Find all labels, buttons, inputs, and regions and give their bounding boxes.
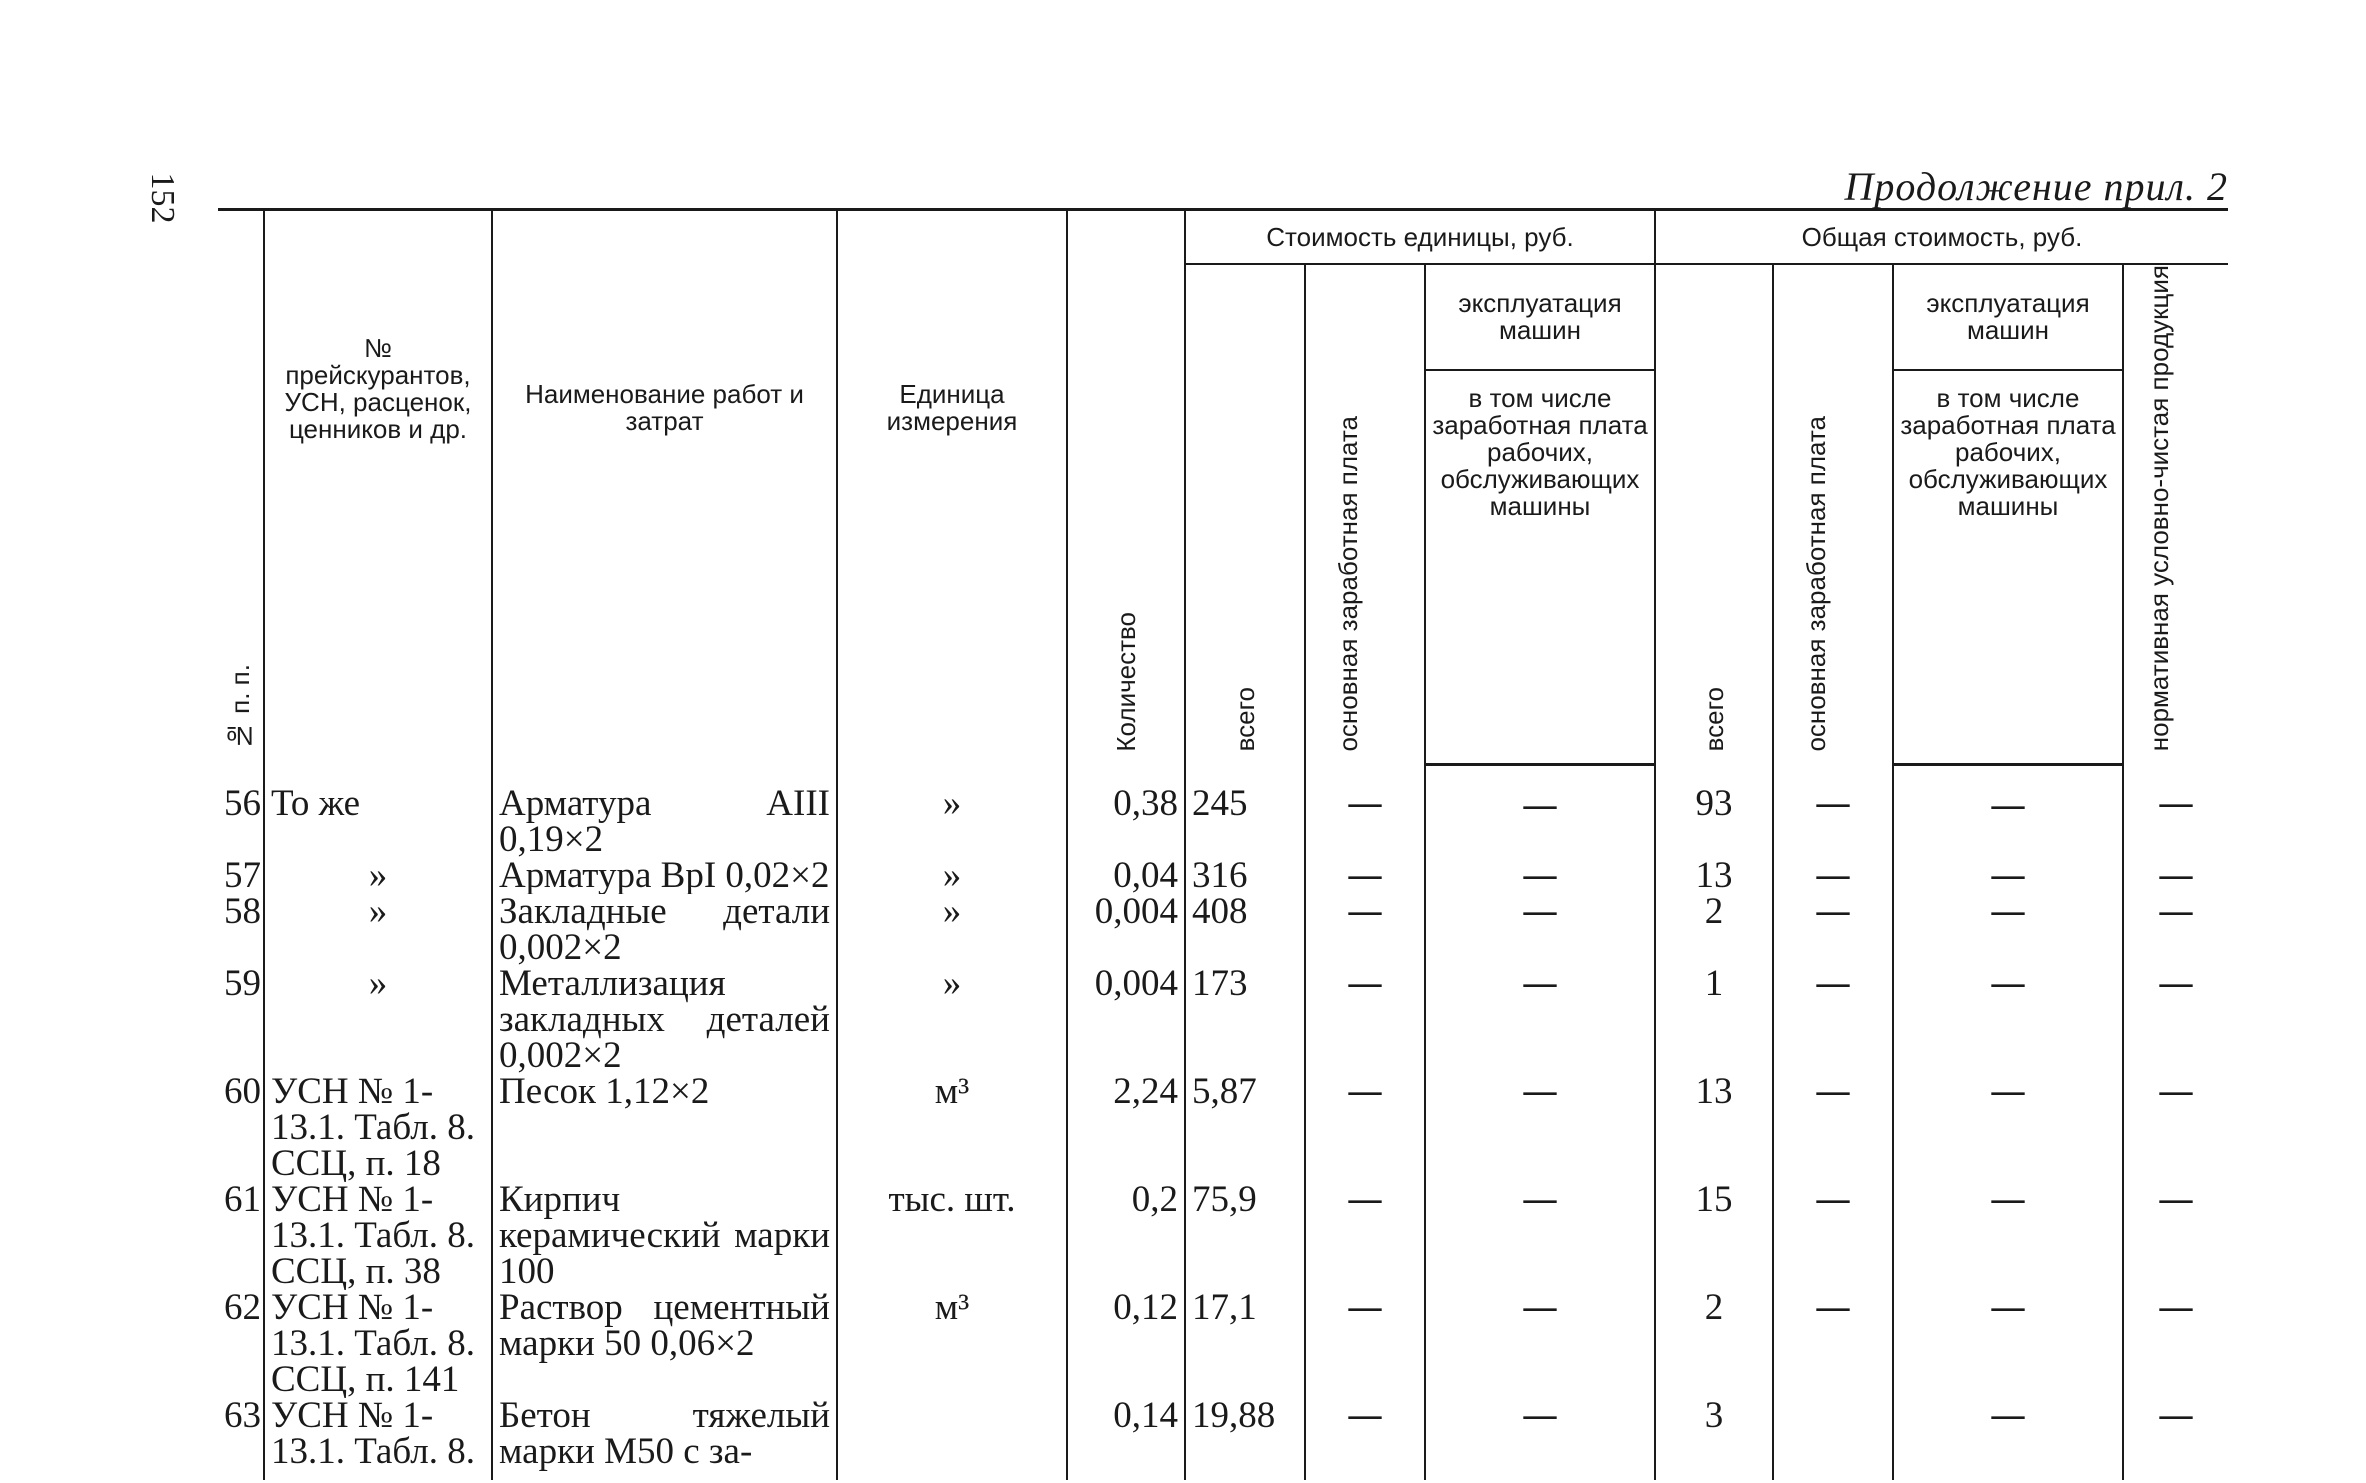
- row-unit-machines: —: [1425, 1290, 1655, 1398]
- row-normative: —: [2123, 1398, 2228, 1480]
- row-unit-wage: —: [1305, 858, 1425, 894]
- header-total-base-wage: основная заработная плата: [1773, 264, 1893, 764]
- row-total-wage: —: [1773, 1290, 1893, 1398]
- row-name: Закладные детали 0,002×2: [492, 894, 837, 966]
- header-unit-machines: эксплуатация машин: [1425, 264, 1655, 370]
- row-total: 2: [1655, 894, 1773, 966]
- row-unit: »: [837, 858, 1067, 894]
- header-num: № п. п.: [218, 210, 264, 765]
- row-total-wage: —: [1773, 764, 1893, 858]
- row-num: 58: [218, 894, 264, 966]
- row-unit-wage: —: [1305, 894, 1425, 966]
- row-unit-total: 17,1: [1185, 1290, 1305, 1398]
- row-total-wage: —: [1773, 966, 1893, 1074]
- row-unit-wage: —: [1305, 1398, 1425, 1480]
- row-num: 59: [218, 966, 264, 1074]
- page-number: 152: [144, 172, 181, 224]
- row-name: Песок 1,12×2: [492, 1074, 837, 1182]
- row-unit-machines: —: [1425, 858, 1655, 894]
- row-total-machines: —: [1893, 1074, 2123, 1182]
- row-total-wage: —: [1773, 858, 1893, 894]
- row-unit-machines: —: [1425, 966, 1655, 1074]
- header-unit-total: всего: [1185, 264, 1305, 764]
- table-row: [218, 1290, 2228, 1398]
- row-ref: УСН № 1-13.1. Табл. 8. ССЦ, п. 141: [264, 1290, 492, 1398]
- row-unit-machines: —: [1425, 894, 1655, 966]
- row-unit-machines: —: [1425, 1182, 1655, 1290]
- row-ref: »: [264, 858, 492, 894]
- row-normative: —: [2123, 1182, 2228, 1290]
- row-total-machines: —: [1893, 894, 2123, 966]
- row-qty: 2,24: [1067, 1074, 1185, 1182]
- row-name: Арматура ВрI 0,02×2: [492, 858, 837, 894]
- header-name: Наименование работ и затрат: [492, 210, 837, 765]
- row-total-machines: —: [1893, 966, 2123, 1074]
- row-normative: —: [2123, 894, 2228, 966]
- row-ref: То же: [264, 764, 492, 858]
- row-ref: УСН № 1-13.1. Табл. 8. ССЦ, п. 38: [264, 1182, 492, 1290]
- row-unit-wage: —: [1305, 1074, 1425, 1182]
- row-normative: —: [2123, 1290, 2228, 1398]
- row-name: Металлизация закладных деталей 0,002×2: [492, 966, 837, 1074]
- row-unit-wage: —: [1305, 1290, 1425, 1398]
- row-unit-total: 408: [1185, 894, 1305, 966]
- row-ref: УСН № 1-13.1. Табл. 8.: [264, 1398, 492, 1480]
- row-num: 60: [218, 1074, 264, 1182]
- table-row: [218, 1398, 2228, 1480]
- row-unit-total: 75,9: [1185, 1182, 1305, 1290]
- row-unit-wage: —: [1305, 1182, 1425, 1290]
- row-total: 1: [1655, 966, 1773, 1074]
- row-name: Арматура АIII 0,19×2: [492, 764, 837, 858]
- row-total: 3: [1655, 1398, 1773, 1480]
- header-qty: Количество: [1067, 210, 1185, 765]
- row-total-wage: —: [1773, 1074, 1893, 1182]
- row-normative: —: [2123, 858, 2228, 894]
- row-unit-wage: —: [1305, 764, 1425, 858]
- row-total: 15: [1655, 1182, 1773, 1290]
- row-ref: »: [264, 894, 492, 966]
- row-qty: 0,14: [1067, 1398, 1185, 1480]
- row-ref: УСН № 1-13.1. Табл. 8. ССЦ, п. 18: [264, 1074, 492, 1182]
- table-row: [218, 894, 2228, 966]
- row-name: Кирпич керамический марки 100: [492, 1182, 837, 1290]
- row-total-wage: —: [1773, 1182, 1893, 1290]
- row-normative: —: [2123, 764, 2228, 858]
- row-unit-total: 245: [1185, 764, 1305, 858]
- row-unit: тыс. шт.: [837, 1182, 1067, 1290]
- row-qty: 0,04: [1067, 858, 1185, 894]
- row-unit: [837, 1398, 1067, 1480]
- header-total-machine-wage: в том числе заработная плата рабочих, обслуживающих машины: [1893, 370, 2123, 764]
- row-total-wage: —: [1773, 894, 1893, 966]
- row-num: 62: [218, 1290, 264, 1398]
- row-name: Раствор цементный марки 50 0,06×2: [492, 1290, 837, 1398]
- row-unit-machines: —: [1425, 1074, 1655, 1182]
- row-total-machines: —: [1893, 858, 2123, 894]
- row-unit-total: 316: [1185, 858, 1305, 894]
- row-qty: 0,2: [1067, 1182, 1185, 1290]
- header-unit-base-wage: основная заработная плата: [1305, 264, 1425, 764]
- header-unit-cost-group: Стоимость единицы, руб.: [1185, 210, 1655, 265]
- row-name: Бетон тяжелый марки М50 с за-: [492, 1398, 837, 1480]
- row-unit-total: 173: [1185, 966, 1305, 1074]
- header-total-cost-group: Общая стоимость, руб.: [1655, 210, 2228, 265]
- row-qty: 0,004: [1067, 966, 1185, 1074]
- continuation-title: Продолжение прил. 2: [1844, 164, 2228, 209]
- row-total-wage: [1773, 1398, 1893, 1480]
- row-qty: 0,38: [1067, 764, 1185, 858]
- row-unit-wage: —: [1305, 966, 1425, 1074]
- table-row: [218, 1074, 2228, 1182]
- row-num: 63: [218, 1398, 264, 1480]
- header-unit: Единица измерения: [837, 210, 1067, 765]
- header-pricelists: № прейскурантов, УСН, расценок, ценников и др.: [264, 210, 492, 765]
- row-total: 13: [1655, 858, 1773, 894]
- row-total-machines: —: [1893, 1290, 2123, 1398]
- row-ref: »: [264, 966, 492, 1074]
- row-unit-total: 19,88: [1185, 1398, 1305, 1480]
- table-row: [218, 966, 2228, 1074]
- row-unit: м³: [837, 1290, 1067, 1398]
- row-total: 13: [1655, 1074, 1773, 1182]
- row-unit-machines: —: [1425, 764, 1655, 858]
- row-total: 2: [1655, 1290, 1773, 1398]
- row-unit-total: 5,87: [1185, 1074, 1305, 1182]
- row-unit: »: [837, 966, 1067, 1074]
- row-num: 56: [218, 764, 264, 858]
- row-total-machines: —: [1893, 1398, 2123, 1480]
- header-total-total: всего: [1655, 264, 1773, 764]
- row-total: 93: [1655, 764, 1773, 858]
- row-normative: —: [2123, 966, 2228, 1074]
- table-row: [218, 1182, 2228, 1290]
- row-unit: »: [837, 764, 1067, 858]
- row-unit: м³: [837, 1074, 1067, 1182]
- header-normative: нормативная условно-чистая продукция: [2123, 264, 2228, 764]
- row-total-machines: —: [1893, 764, 2123, 858]
- row-qty: 0,004: [1067, 894, 1185, 966]
- row-num: 61: [218, 1182, 264, 1290]
- row-num: 57: [218, 858, 264, 894]
- row-unit-machines: —: [1425, 1398, 1655, 1480]
- row-qty: 0,12: [1067, 1290, 1185, 1398]
- row-unit: »: [837, 894, 1067, 966]
- header-total-machines: эксплуатация машин: [1893, 264, 2123, 370]
- estimate-table: [218, 208, 2228, 1480]
- row-normative: —: [2123, 1074, 2228, 1182]
- row-total-machines: —: [1893, 1182, 2123, 1290]
- header-unit-machine-wage: в том числе заработная плата рабочих, обслуживающих машины: [1425, 370, 1655, 764]
- table-row: [218, 858, 2228, 894]
- table-row: [218, 764, 2228, 858]
